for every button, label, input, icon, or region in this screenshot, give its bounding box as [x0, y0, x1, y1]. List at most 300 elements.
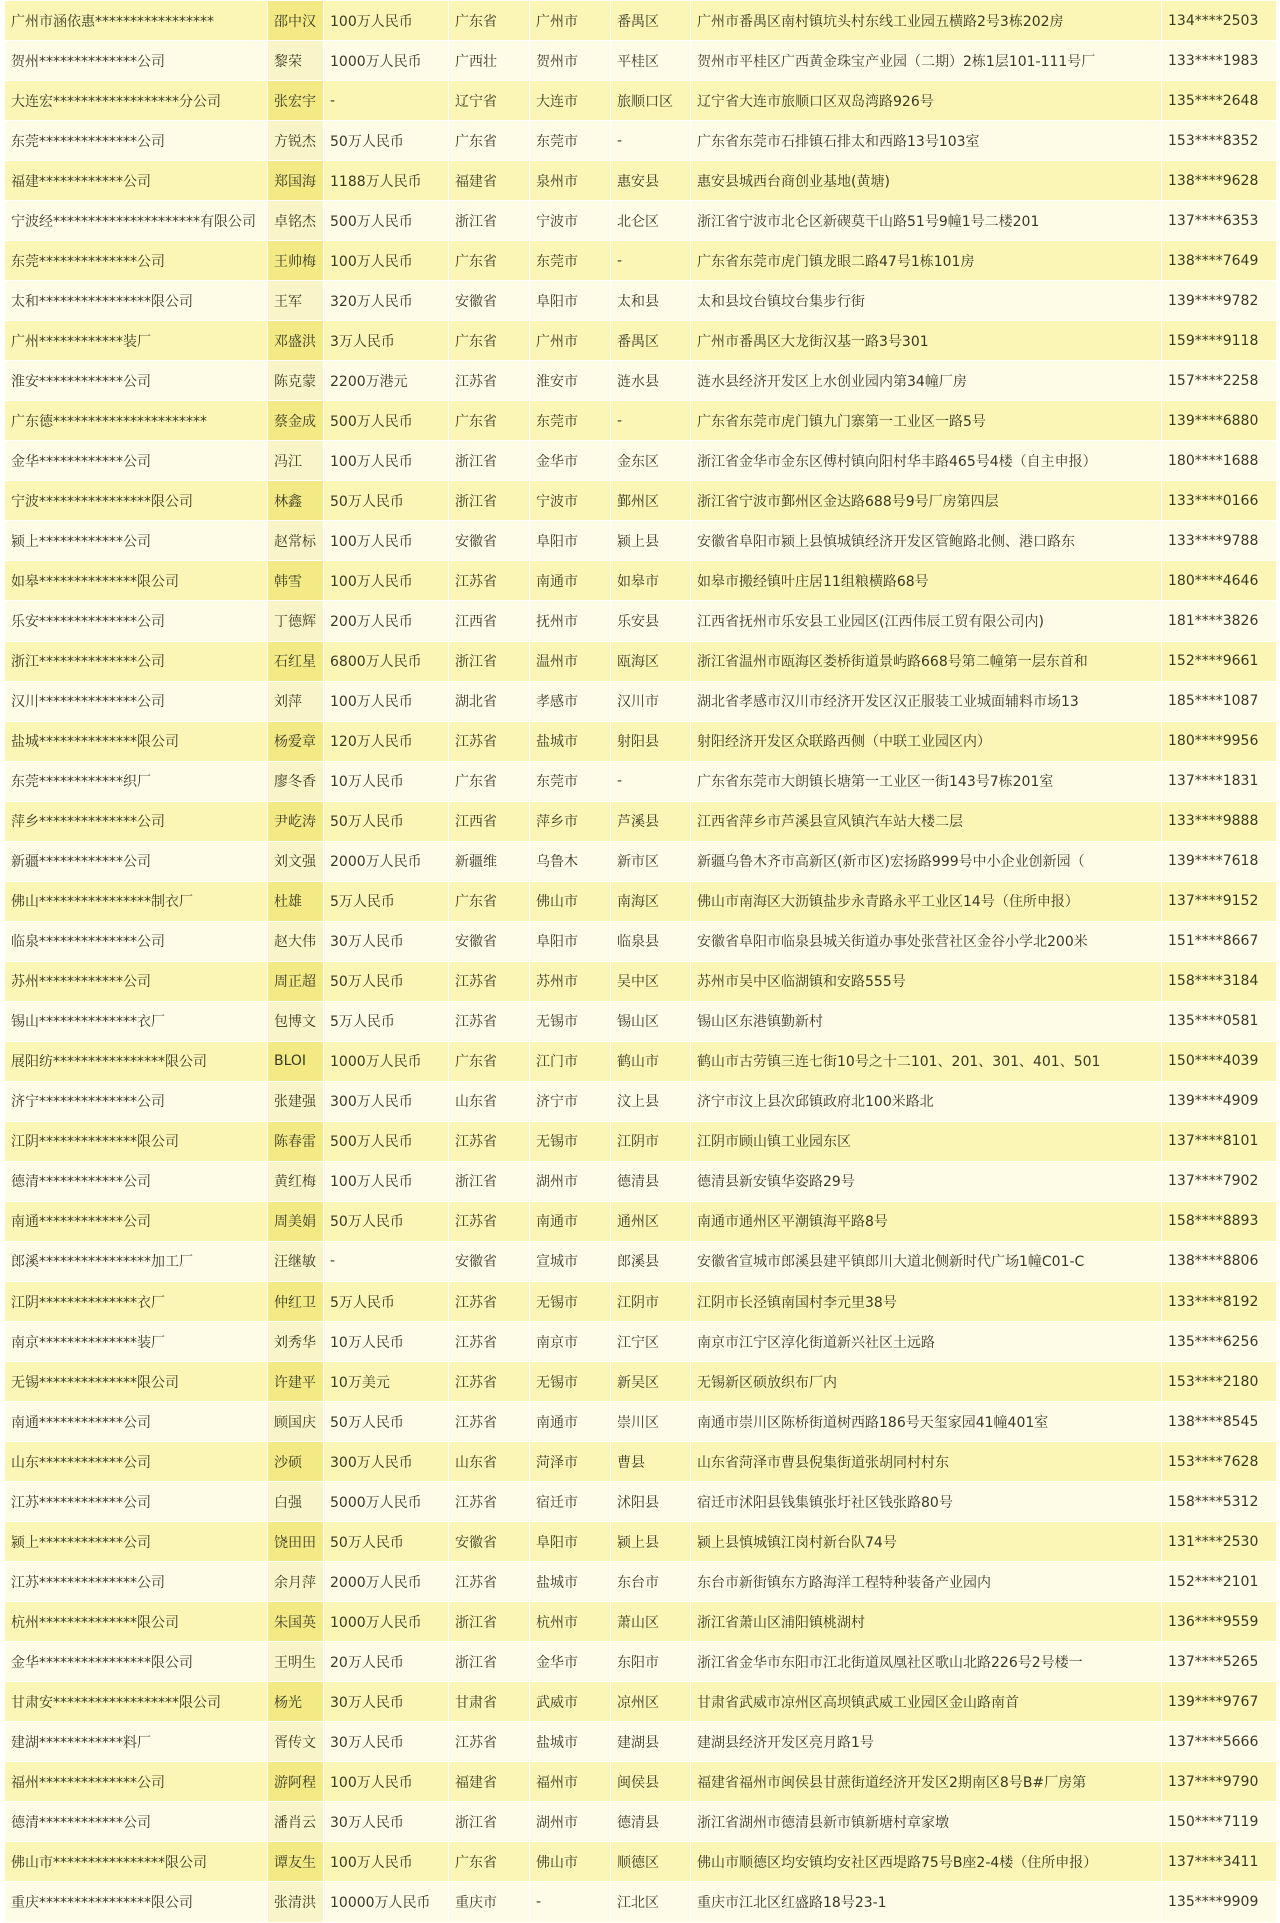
capital-cell: 100万人民币 — [324, 561, 449, 601]
capital-cell: 500万人民币 — [324, 201, 449, 241]
province-cell: 安徽省 — [449, 1522, 530, 1562]
table-row — [5, 281, 1277, 321]
table-body — [5, 1, 1277, 1923]
capital-cell: 6800万人民币 — [324, 641, 449, 681]
phone-cell: 139****6880 — [1162, 401, 1277, 441]
company-name-cell: 南京**************装厂 — [5, 1322, 268, 1362]
province-cell: 重庆市 — [449, 1882, 530, 1922]
legal-rep-cell: 冯江 — [268, 441, 324, 481]
address-cell: 浙江省温州市瓯海区娄桥街道景屿路668号第二幢第一层东首和 — [691, 641, 1162, 681]
district-cell: 金东区 — [611, 441, 691, 481]
company-name-cell: 江苏************公司 — [5, 1482, 268, 1522]
address-cell: 山东省菏泽市曹县倪集街道张胡同村村东 — [691, 1442, 1162, 1482]
city-cell: 盐城市 — [530, 1562, 611, 1602]
address-cell: 贺州市平桂区广西黄金珠宝产业园（二期）2栋1层101-111号厂 — [691, 41, 1162, 81]
phone-cell: 137****3411 — [1162, 1842, 1277, 1882]
district-cell: 太和县 — [611, 281, 691, 321]
company-name-cell: 佛山市****************限公司 — [5, 1842, 268, 1882]
phone-cell: 137****6353 — [1162, 201, 1277, 241]
district-cell: 新市区 — [611, 841, 691, 881]
table-row — [5, 1, 1277, 41]
legal-rep-cell: 游阿程 — [268, 1762, 324, 1802]
company-name-cell: 江阴**************衣厂 — [5, 1282, 268, 1322]
legal-rep-cell: 沙硕 — [268, 1442, 324, 1482]
legal-rep-cell: 周正超 — [268, 961, 324, 1001]
city-cell: 阜阳市 — [530, 921, 611, 961]
district-cell: 东阳市 — [611, 1642, 691, 1682]
table-row — [5, 401, 1277, 441]
phone-cell: 153****8352 — [1162, 121, 1277, 161]
capital-cell: 10万美元 — [324, 1362, 449, 1402]
city-cell: 宿迁市 — [530, 1482, 611, 1522]
address-cell: 苏州市吴中区临湖镇和安路555号 — [691, 961, 1162, 1001]
phone-cell: 137****8101 — [1162, 1121, 1277, 1161]
district-cell: 如皋市 — [611, 561, 691, 601]
capital-cell: 100万人民币 — [324, 1762, 449, 1802]
district-cell: - — [611, 401, 691, 441]
company-name-cell: 佛山****************制衣厂 — [5, 881, 268, 921]
company-name-cell: 新疆************公司 — [5, 841, 268, 881]
province-cell: 广东省 — [449, 121, 530, 161]
phone-cell: 137****5265 — [1162, 1642, 1277, 1682]
legal-rep-cell: 余月萍 — [268, 1562, 324, 1602]
phone-cell: 153****2180 — [1162, 1362, 1277, 1402]
capital-cell: 10000万人民币 — [324, 1882, 449, 1922]
address-cell: 济宁市汶上县次邱镇政府北100米路北 — [691, 1081, 1162, 1121]
city-cell: 苏州市 — [530, 961, 611, 1001]
city-cell: 淮安市 — [530, 361, 611, 401]
phone-cell: 139****9782 — [1162, 281, 1277, 321]
city-cell: 东莞市 — [530, 121, 611, 161]
address-cell: 广东省东莞市石排镇石排太和西路13号103室 — [691, 121, 1162, 161]
legal-rep-cell: 方锐杰 — [268, 121, 324, 161]
company-name-cell: 萍乡**************公司 — [5, 801, 268, 841]
company-name-cell: 展阳纺****************限公司 — [5, 1041, 268, 1081]
phone-cell: 136****9559 — [1162, 1602, 1277, 1642]
address-cell: 佛山市顺德区均安镇均安社区西堤路75号B座2-4楼（住所申报） — [691, 1842, 1162, 1882]
company-name-cell: 广州************装厂 — [5, 321, 268, 361]
province-cell: 江苏省 — [449, 721, 530, 761]
capital-cell: 5000万人民币 — [324, 1482, 449, 1522]
legal-rep-cell: 赵大伟 — [268, 921, 324, 961]
phone-cell: 135****6256 — [1162, 1322, 1277, 1362]
city-cell: 无锡市 — [530, 1001, 611, 1041]
province-cell: 江苏省 — [449, 1201, 530, 1241]
address-cell: 浙江省金华市金东区傅村镇向阳村华丰路465号4楼（自主申报） — [691, 441, 1162, 481]
legal-rep-cell: 顾国庆 — [268, 1402, 324, 1442]
table-row — [5, 841, 1277, 881]
company-name-cell: 淮安************公司 — [5, 361, 268, 401]
province-cell: 浙江省 — [449, 1602, 530, 1642]
address-cell: 江阴市顾山镇工业园东区 — [691, 1121, 1162, 1161]
legal-rep-cell: BLOI — [268, 1041, 324, 1081]
address-cell: 颍上县慎城镇江岗村新台队74号 — [691, 1522, 1162, 1562]
capital-cell: 30万人民币 — [324, 1722, 449, 1762]
province-cell: 江苏省 — [449, 1362, 530, 1402]
company-name-cell: 金华************公司 — [5, 441, 268, 481]
province-cell: 浙江省 — [449, 641, 530, 681]
company-name-cell: 宁波****************限公司 — [5, 481, 268, 521]
legal-rep-cell: 王军 — [268, 281, 324, 321]
province-cell: 江苏省 — [449, 1322, 530, 1362]
province-cell: 浙江省 — [449, 481, 530, 521]
address-cell: 辽宁省大连市旅顺口区双岛湾路926号 — [691, 81, 1162, 121]
table-row — [5, 801, 1277, 841]
address-cell: 惠安县城西台商创业基地(黄塘) — [691, 161, 1162, 201]
province-cell: 江西省 — [449, 601, 530, 641]
table-row — [5, 1362, 1277, 1402]
province-cell: 江苏省 — [449, 961, 530, 1001]
address-cell: 东台市新街镇东方路海洋工程特种装备产业园内 — [691, 1562, 1162, 1602]
table-row — [5, 761, 1277, 801]
address-cell: 锡山区东港镇勤新村 — [691, 1001, 1162, 1041]
company-name-cell: 大连宏******************分公司 — [5, 81, 268, 121]
company-name-cell: 太和****************限公司 — [5, 281, 268, 321]
province-cell: 江苏省 — [449, 1402, 530, 1442]
city-cell: 金华市 — [530, 441, 611, 481]
company-name-cell: 无锡**************限公司 — [5, 1362, 268, 1402]
legal-rep-cell: 潘肖云 — [268, 1802, 324, 1842]
company-name-cell: 郎溪****************加工厂 — [5, 1241, 268, 1281]
city-cell: 济宁市 — [530, 1081, 611, 1121]
legal-rep-cell: 邵中汉 — [268, 1, 324, 41]
company-name-cell: 浙江**************公司 — [5, 641, 268, 681]
table-row — [5, 1602, 1277, 1642]
capital-cell: 5万人民币 — [324, 1282, 449, 1322]
company-name-cell: 颍上************公司 — [5, 521, 268, 561]
address-cell: 江西省萍乡市芦溪县宣风镇汽车站大楼二层 — [691, 801, 1162, 841]
legal-rep-cell: 杜雄 — [268, 881, 324, 921]
city-cell: 抚州市 — [530, 601, 611, 641]
legal-rep-cell: 黎荣 — [268, 41, 324, 81]
table-row — [5, 1402, 1277, 1442]
capital-cell: 100万人民币 — [324, 681, 449, 721]
table-row — [5, 1482, 1277, 1522]
province-cell: 安徽省 — [449, 521, 530, 561]
district-cell: 鹤山市 — [611, 1041, 691, 1081]
province-cell: 广东省 — [449, 321, 530, 361]
district-cell: 崇川区 — [611, 1402, 691, 1442]
province-cell: 山东省 — [449, 1081, 530, 1121]
province-cell: 安徽省 — [449, 921, 530, 961]
address-cell: 广东省东莞市大朗镇长塘第一工业区一街143号7栋201室 — [691, 761, 1162, 801]
address-cell: 新疆乌鲁木齐市高新区(新市区)宏扬路999号中小企业创新园（ — [691, 841, 1162, 881]
legal-rep-cell: 丁德辉 — [268, 601, 324, 641]
table-row — [5, 161, 1277, 201]
company-name-cell: 山东************公司 — [5, 1442, 268, 1482]
province-cell: 浙江省 — [449, 1161, 530, 1201]
capital-cell: 100万人民币 — [324, 521, 449, 561]
company-name-cell: 南通************公司 — [5, 1201, 268, 1241]
legal-rep-cell: 石红星 — [268, 641, 324, 681]
company-name-cell: 杭州**************限公司 — [5, 1602, 268, 1642]
capital-cell: 100万人民币 — [324, 241, 449, 281]
legal-rep-cell: 邓盛洪 — [268, 321, 324, 361]
legal-rep-cell: 周美娟 — [268, 1201, 324, 1241]
table-row — [5, 321, 1277, 361]
address-cell: 江阴市长泾镇南国村李元里38号 — [691, 1282, 1162, 1322]
legal-rep-cell: 尹屹涛 — [268, 801, 324, 841]
company-name-cell: 盐城**************限公司 — [5, 721, 268, 761]
city-cell: 盐城市 — [530, 1722, 611, 1762]
table-row — [5, 1642, 1277, 1682]
district-cell: 江阴市 — [611, 1282, 691, 1322]
city-cell: 南通市 — [530, 1402, 611, 1442]
capital-cell: 1000万人民币 — [324, 41, 449, 81]
address-cell: 鹤山市古劳镇三连七街10号之十二101、201、301、401、501 — [691, 1041, 1162, 1081]
legal-rep-cell: 饶田田 — [268, 1522, 324, 1562]
capital-cell: 2000万人民币 — [324, 841, 449, 881]
legal-rep-cell: 朱国英 — [268, 1602, 324, 1642]
district-cell: 闽侯县 — [611, 1762, 691, 1802]
address-cell: 浙江省宁波市北仑区新碶莫干山路51号9幢1号二楼201 — [691, 201, 1162, 241]
district-cell: 顺德区 — [611, 1842, 691, 1882]
company-name-cell: 江苏**************公司 — [5, 1562, 268, 1602]
district-cell: 建湖县 — [611, 1722, 691, 1762]
legal-rep-cell: 杨爱章 — [268, 721, 324, 761]
address-cell: 佛山市南海区大沥镇盐步永青路永平工业区14号（住所申报） — [691, 881, 1162, 921]
capital-cell: 20万人民币 — [324, 1642, 449, 1682]
phone-cell: 158****5312 — [1162, 1482, 1277, 1522]
city-cell: 宁波市 — [530, 481, 611, 521]
phone-cell: 152****9661 — [1162, 641, 1277, 681]
district-cell: 芦溪县 — [611, 801, 691, 841]
district-cell: 北仑区 — [611, 201, 691, 241]
capital-cell: 100万人民币 — [324, 1161, 449, 1201]
address-cell: 涟水县经济开发区上水创业园内第34幢厂房 — [691, 361, 1162, 401]
legal-rep-cell: 张建强 — [268, 1081, 324, 1121]
capital-cell: 5万人民币 — [324, 881, 449, 921]
city-cell: 东莞市 — [530, 241, 611, 281]
city-cell: 福州市 — [530, 1762, 611, 1802]
district-cell: 鄞州区 — [611, 481, 691, 521]
address-cell: 德清县新安镇华姿路29号 — [691, 1161, 1162, 1201]
city-cell: 武威市 — [530, 1682, 611, 1722]
district-cell: - — [611, 121, 691, 161]
table-row — [5, 641, 1277, 681]
capital-cell: 10万人民币 — [324, 1322, 449, 1362]
city-cell: 南通市 — [530, 1201, 611, 1241]
district-cell: 汶上县 — [611, 1081, 691, 1121]
district-cell: 番禺区 — [611, 1, 691, 41]
capital-cell: 120万人民币 — [324, 721, 449, 761]
province-cell: 福建省 — [449, 1762, 530, 1802]
address-cell: 浙江省萧山区浦阳镇桃湖村 — [691, 1602, 1162, 1642]
district-cell: 沭阳县 — [611, 1482, 691, 1522]
legal-rep-cell: 刘萍 — [268, 681, 324, 721]
city-cell: 杭州市 — [530, 1602, 611, 1642]
legal-rep-cell: 黄红梅 — [268, 1161, 324, 1201]
capital-cell: 200万人民币 — [324, 601, 449, 641]
company-name-cell: 苏州************公司 — [5, 961, 268, 1001]
company-name-cell: 东莞**************公司 — [5, 241, 268, 281]
city-cell: 佛山市 — [530, 881, 611, 921]
legal-rep-cell: 许建平 — [268, 1362, 324, 1402]
province-cell: 浙江省 — [449, 441, 530, 481]
phone-cell: 131****2530 — [1162, 1522, 1277, 1562]
company-name-cell: 广东德********************** — [5, 401, 268, 441]
phone-cell: 135****2648 — [1162, 81, 1277, 121]
address-cell: 广东省东莞市虎门镇龙眼二路47号1栋101房 — [691, 241, 1162, 281]
phone-cell: 158****8893 — [1162, 1201, 1277, 1241]
province-cell: 新疆维 — [449, 841, 530, 881]
legal-rep-cell: 杨光 — [268, 1682, 324, 1722]
table-row — [5, 1121, 1277, 1161]
legal-rep-cell: 蔡金成 — [268, 401, 324, 441]
city-cell: 无锡市 — [530, 1362, 611, 1402]
company-name-cell: 建湖************料厂 — [5, 1722, 268, 1762]
address-cell: 广州市番禺区大龙街汉基一路3号301 — [691, 321, 1162, 361]
legal-rep-cell: 陈克蒙 — [268, 361, 324, 401]
district-cell: 德清县 — [611, 1802, 691, 1842]
phone-cell: 135****0581 — [1162, 1001, 1277, 1041]
district-cell: 旅顺口区 — [611, 81, 691, 121]
table-row — [5, 121, 1277, 161]
city-cell: 大连市 — [530, 81, 611, 121]
company-name-cell: 广州市涵依惠***************** — [5, 1, 268, 41]
company-name-cell: 乐安**************公司 — [5, 601, 268, 641]
district-cell: 汉川市 — [611, 681, 691, 721]
table-row — [5, 961, 1277, 1001]
province-cell: 广东省 — [449, 881, 530, 921]
company-name-cell: 甘肃安******************限公司 — [5, 1682, 268, 1722]
address-cell: 太和县坟台镇坟台集步行街 — [691, 281, 1162, 321]
province-cell: 山东省 — [449, 1442, 530, 1482]
table-row — [5, 1722, 1277, 1762]
city-cell: 盐城市 — [530, 721, 611, 761]
legal-rep-cell: 张宏宇 — [268, 81, 324, 121]
phone-cell: 133****9888 — [1162, 801, 1277, 841]
phone-cell: 135****9909 — [1162, 1882, 1277, 1922]
phone-cell: 133****9788 — [1162, 521, 1277, 561]
province-cell: 广东省 — [449, 1, 530, 41]
phone-cell: 139****4909 — [1162, 1081, 1277, 1121]
capital-cell: 300万人民币 — [324, 1081, 449, 1121]
table-row — [5, 441, 1277, 481]
table-row — [5, 41, 1277, 81]
district-cell: 通州区 — [611, 1201, 691, 1241]
company-name-cell: 南通************公司 — [5, 1402, 268, 1442]
table-row — [5, 1201, 1277, 1241]
capital-cell: 500万人民币 — [324, 1121, 449, 1161]
city-cell: 阜阳市 — [530, 1522, 611, 1562]
city-cell: 佛山市 — [530, 1842, 611, 1882]
table-row — [5, 601, 1277, 641]
table-row — [5, 81, 1277, 121]
district-cell: 德清县 — [611, 1161, 691, 1201]
city-cell: 东莞市 — [530, 401, 611, 441]
province-cell: 广东省 — [449, 241, 530, 281]
company-name-cell: 福州**************公司 — [5, 1762, 268, 1802]
city-cell: 无锡市 — [530, 1121, 611, 1161]
city-cell: 江门市 — [530, 1041, 611, 1081]
province-cell: 广东省 — [449, 401, 530, 441]
legal-rep-cell: 张清洪 — [268, 1882, 324, 1922]
address-cell: 射阳经济开发区众联路西侧（中联工业园区内） — [691, 721, 1162, 761]
province-cell: 甘肃省 — [449, 1682, 530, 1722]
city-cell: 孝感市 — [530, 681, 611, 721]
address-cell: 安徽省阜阳市临泉县城关街道办事处张营社区金谷小学北200米 — [691, 921, 1162, 961]
province-cell: 湖北省 — [449, 681, 530, 721]
legal-rep-cell: 刘秀华 — [268, 1322, 324, 1362]
district-cell: 乐安县 — [611, 601, 691, 641]
phone-cell: 180****9956 — [1162, 721, 1277, 761]
table-row — [5, 201, 1277, 241]
capital-cell: 50万人民币 — [324, 481, 449, 521]
table-row — [5, 1241, 1277, 1281]
province-cell: 江苏省 — [449, 1562, 530, 1602]
legal-rep-cell: 包博文 — [268, 1001, 324, 1041]
address-cell: 浙江省金华市东阳市江北街道凤凰社区歌山北路226号2号楼一 — [691, 1642, 1162, 1682]
district-cell: 涟水县 — [611, 361, 691, 401]
company-name-cell: 福建************公司 — [5, 161, 268, 201]
phone-cell: 139****9767 — [1162, 1682, 1277, 1722]
district-cell: 南海区 — [611, 881, 691, 921]
phone-cell: 180****4646 — [1162, 561, 1277, 601]
capital-cell: 100万人民币 — [324, 441, 449, 481]
table-row — [5, 921, 1277, 961]
company-name-cell: 临泉**************公司 — [5, 921, 268, 961]
table-row — [5, 1081, 1277, 1121]
phone-cell: 185****1087 — [1162, 681, 1277, 721]
capital-cell: 50万人民币 — [324, 1201, 449, 1241]
capital-cell: 50万人民币 — [324, 801, 449, 841]
capital-cell: 320万人民币 — [324, 281, 449, 321]
company-name-cell: 济宁**************公司 — [5, 1081, 268, 1121]
table-row — [5, 481, 1277, 521]
table-row — [5, 881, 1277, 921]
table-row — [5, 681, 1277, 721]
district-cell: 曹县 — [611, 1442, 691, 1482]
district-cell: 颍上县 — [611, 521, 691, 561]
phone-cell: 137****1831 — [1162, 761, 1277, 801]
capital-cell: 1000万人民币 — [324, 1602, 449, 1642]
province-cell: 安徽省 — [449, 281, 530, 321]
province-cell: 广东省 — [449, 761, 530, 801]
company-name-cell: 江阴**************限公司 — [5, 1121, 268, 1161]
address-cell: 湖北省孝感市汉川市经济开发区汉正服装工业城面辅料市场13 — [691, 681, 1162, 721]
phone-cell: 138****8545 — [1162, 1402, 1277, 1442]
district-cell: 颍上县 — [611, 1522, 691, 1562]
district-cell: 江北区 — [611, 1882, 691, 1922]
city-cell: 菏泽市 — [530, 1442, 611, 1482]
company-name-cell: 金华****************限公司 — [5, 1642, 268, 1682]
district-cell: 平桂区 — [611, 41, 691, 81]
table-row — [5, 561, 1277, 601]
phone-cell: 152****2101 — [1162, 1562, 1277, 1602]
phone-cell: 150****7119 — [1162, 1802, 1277, 1842]
city-cell: 萍乡市 — [530, 801, 611, 841]
address-cell: 宿迁市沭阳县钱集镇张圩社区钱张路80号 — [691, 1482, 1162, 1522]
phone-cell: 137****5666 — [1162, 1722, 1277, 1762]
table-row — [5, 1041, 1277, 1081]
city-cell: 温州市 — [530, 641, 611, 681]
city-cell: 无锡市 — [530, 1282, 611, 1322]
address-cell: 重庆市江北区红盛路18号23-1 — [691, 1882, 1162, 1922]
city-cell: 泉州市 — [530, 161, 611, 201]
address-cell: 安徽省阜阳市颍上县慎城镇经济开发区管鲍路北侧、港口路东 — [691, 521, 1162, 561]
address-cell: 浙江省湖州市德清县新市镇新塘村章家墩 — [691, 1802, 1162, 1842]
phone-cell: 150****4039 — [1162, 1041, 1277, 1081]
table-row — [5, 1562, 1277, 1602]
capital-cell: 30万人民币 — [324, 921, 449, 961]
city-cell: 阜阳市 — [530, 521, 611, 561]
province-cell: 江苏省 — [449, 561, 530, 601]
phone-cell: 133****0166 — [1162, 481, 1277, 521]
city-cell: 东莞市 — [530, 761, 611, 801]
table-row — [5, 361, 1277, 401]
province-cell: 安徽省 — [449, 1241, 530, 1281]
